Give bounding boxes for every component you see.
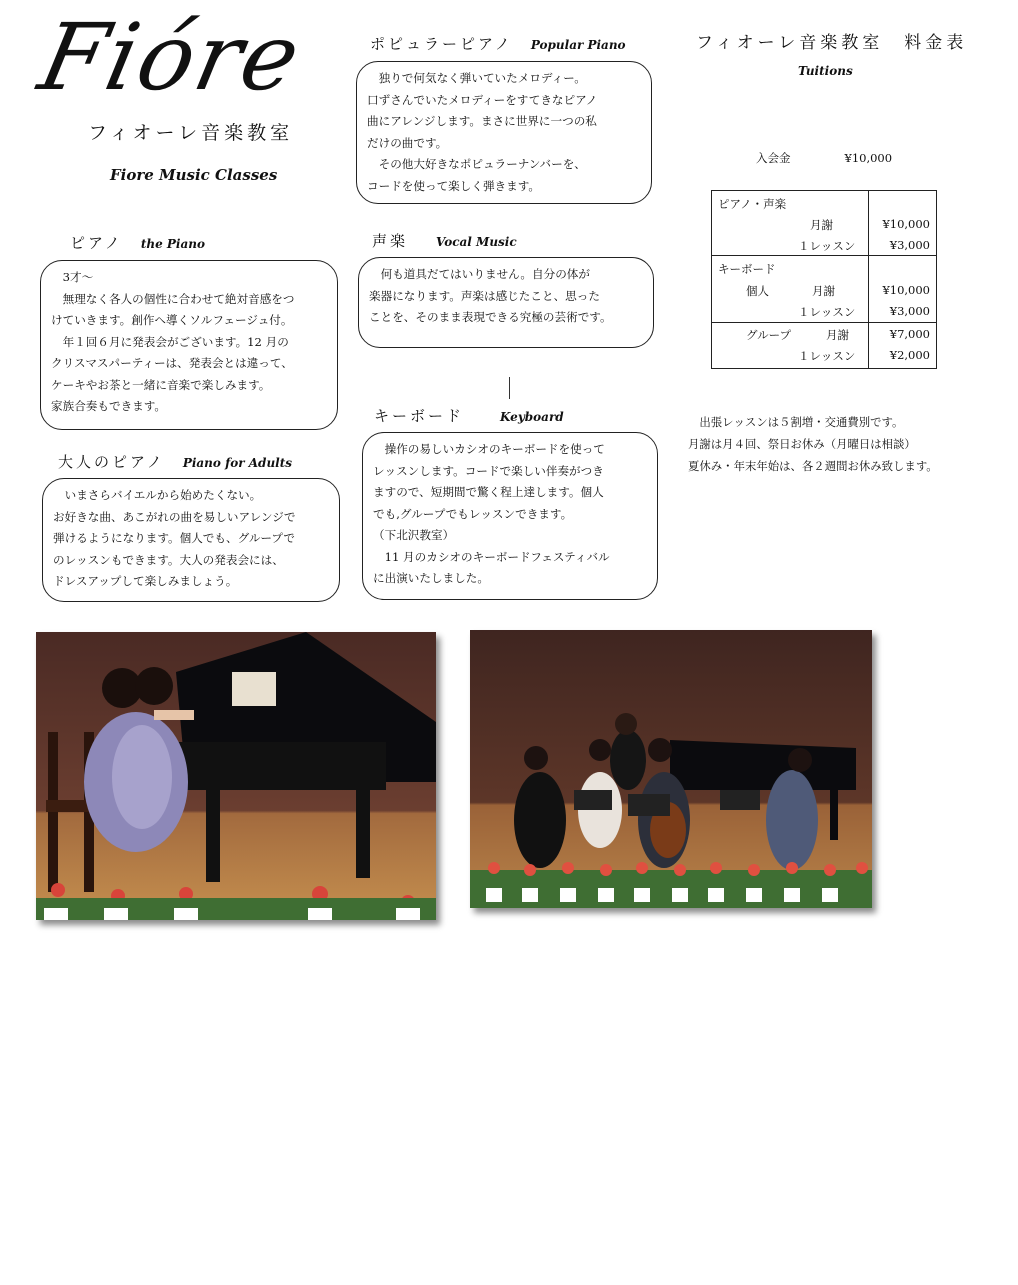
- keyboard-title-en: Keyboard: [500, 410, 564, 424]
- vocal-line: 何も道具だてはいりません。自分の体が: [380, 267, 590, 281]
- keyboard-line: ますので、短期間で驚く程上達します。個人: [373, 485, 604, 499]
- school-name-jp: フィオーレ音楽教室: [88, 122, 294, 144]
- popular-piano-heading: [370, 33, 626, 54]
- logo-text: Fióre: [30, 4, 311, 111]
- keyboard-description-box: [362, 432, 658, 600]
- fee-group-piano-vocal: [711, 190, 937, 256]
- tuition-note: 夏休み・年末年始は、各２週間お休み致します。: [688, 459, 938, 473]
- vocal-title-en: Vocal Music: [436, 235, 517, 249]
- piano-title-jp: ピアノ: [70, 234, 123, 252]
- adult-piano-line: いまさらバイエルから始めたくない。: [64, 488, 262, 502]
- piano-line: 年１回６月に発表会がございます。12 月の: [62, 334, 289, 349]
- keyboard-line: 11 月のカシオのキーボードフェスティバル: [384, 549, 610, 564]
- fee-row-price: ¥10,000: [882, 217, 930, 231]
- photo-string-quartet: [470, 630, 872, 908]
- fee-row-price: ¥3,000: [889, 304, 930, 318]
- fee-row-label: １レッスン: [798, 349, 856, 363]
- fee-row-price: ¥2,000: [889, 348, 930, 362]
- keyboard-line: （下北沢教室）: [373, 528, 455, 542]
- adult-piano-title-en: Piano for Adults: [182, 456, 293, 470]
- fee-column-divider: [868, 256, 869, 322]
- fee-table: [711, 190, 937, 369]
- keyboard-title-jp: キーボード: [374, 407, 465, 425]
- tuition-notes: [688, 411, 938, 477]
- piano-description-box: [40, 260, 338, 430]
- entrance-fee-label: 入会金: [756, 151, 791, 165]
- fee-row-label: 月謝: [810, 218, 833, 232]
- keyboard-line: 操作の易しいカシオのキーボードを使って: [384, 442, 605, 456]
- popular-piano-line: コードを使って楽しく弾きます。: [367, 178, 540, 193]
- keyboard-line: でも,グループでもレッスンできます。: [373, 506, 573, 521]
- adult-piano-line: ドレスアップして楽しみましょう。: [53, 574, 238, 588]
- fee-row-label: 月謝: [826, 328, 849, 342]
- vocal-heading: [372, 230, 517, 251]
- adult-piano-heading: [58, 451, 292, 472]
- popular-piano-line: 独りで何気なく弾いていたメロディー。: [378, 71, 586, 85]
- tuition-subtitle: Tuitions: [798, 64, 853, 78]
- adult-piano-line: のレッスンもできます。大人の発表会には、: [53, 552, 284, 567]
- vocal-line: 楽器になります。声楽は感じたこと、思った: [369, 288, 600, 303]
- piano-line: クリスマスパーティーは、発表会とは違って、: [51, 356, 293, 370]
- fee-group-group-lesson: [711, 323, 937, 369]
- popular-piano-title-jp: ポピュラーピアノ: [370, 35, 513, 53]
- photo-piano-duet: [36, 632, 436, 920]
- keyboard-heading: [374, 405, 564, 426]
- popular-piano-line: だけの曲です。: [367, 135, 448, 150]
- popular-piano-line: 曲にアレンジします。まさに世界に一つの私: [367, 114, 597, 128]
- photo-string-quartet-image: [470, 630, 872, 908]
- piano-line: 3才〜: [62, 270, 94, 284]
- tuition-note: 出張レッスンは５割増・交通費別です。: [699, 415, 904, 429]
- piano-line: 無理なく各人の個性に合わせて絶対音感をつ: [62, 291, 295, 306]
- fee-row-price: ¥7,000: [889, 327, 930, 341]
- piano-title-en: the Piano: [140, 237, 205, 251]
- vocal-title-jp: 声楽: [372, 232, 409, 250]
- keyboard-line: に出演いたしました。: [373, 571, 489, 585]
- piano-line: 家族合奏もできます。: [51, 399, 167, 413]
- school-name-en: Fiore Music Classes: [110, 166, 278, 184]
- fee-row-label: 月謝: [812, 284, 835, 298]
- vocal-line: ことを、そのまま表現できる究極の芸術です。: [369, 310, 612, 324]
- fee-row-price: ¥10,000: [882, 283, 930, 297]
- adult-piano-title-jp: 大人のピアノ: [58, 453, 165, 471]
- fee-row-label: １レッスン: [798, 305, 856, 319]
- popular-piano-line: その他大好きなポピュラーナンバーを、: [378, 157, 586, 171]
- popular-piano-title-en: Popular Piano: [530, 38, 626, 52]
- fee-group-name: グループ: [746, 328, 792, 342]
- fee-group-sub: 個人: [746, 284, 769, 298]
- tuition-note: 月謝は月４回、祭日お休み（月曜日は相談）: [688, 437, 916, 451]
- fee-column-divider: [868, 191, 869, 255]
- popular-piano-description-box: [356, 61, 652, 204]
- adult-piano-line: お好きな曲、あこがれの曲を易しいアレンジで: [53, 509, 296, 524]
- fee-group-name: ピアノ・声楽: [718, 197, 787, 211]
- photo-piano-duet-image: [36, 632, 436, 920]
- fee-column-divider: [868, 323, 869, 368]
- divider-mark: [509, 377, 510, 399]
- brand-logo: [30, 4, 332, 111]
- piano-line: ケーキやお茶と一緒に音楽で楽しみます。: [51, 377, 271, 392]
- fee-row-price: ¥3,000: [889, 238, 930, 252]
- popular-piano-line: 口ずさんでいたメロディーをすてきなピアノ: [367, 92, 598, 107]
- fee-group-name: キーボード: [718, 262, 776, 276]
- entrance-fee-row: [756, 150, 892, 166]
- adult-piano-description-box: [42, 478, 340, 602]
- fee-row-label: １レッスン: [798, 239, 856, 253]
- adult-piano-line: 弾けるようになります。個人でも、グループで: [53, 531, 295, 545]
- vocal-description-box: [358, 257, 654, 348]
- entrance-fee-value: ¥10,000: [844, 151, 893, 165]
- tuition-title: フィオーレ音楽教室 料金表: [696, 33, 968, 53]
- keyboard-line: レッスンします。コードで楽しい伴奏がつき: [373, 463, 604, 478]
- piano-line: けていきます。創作へ導くソルフェージュ付。: [51, 313, 293, 327]
- fee-group-keyboard: [711, 256, 937, 323]
- piano-heading: [70, 232, 205, 253]
